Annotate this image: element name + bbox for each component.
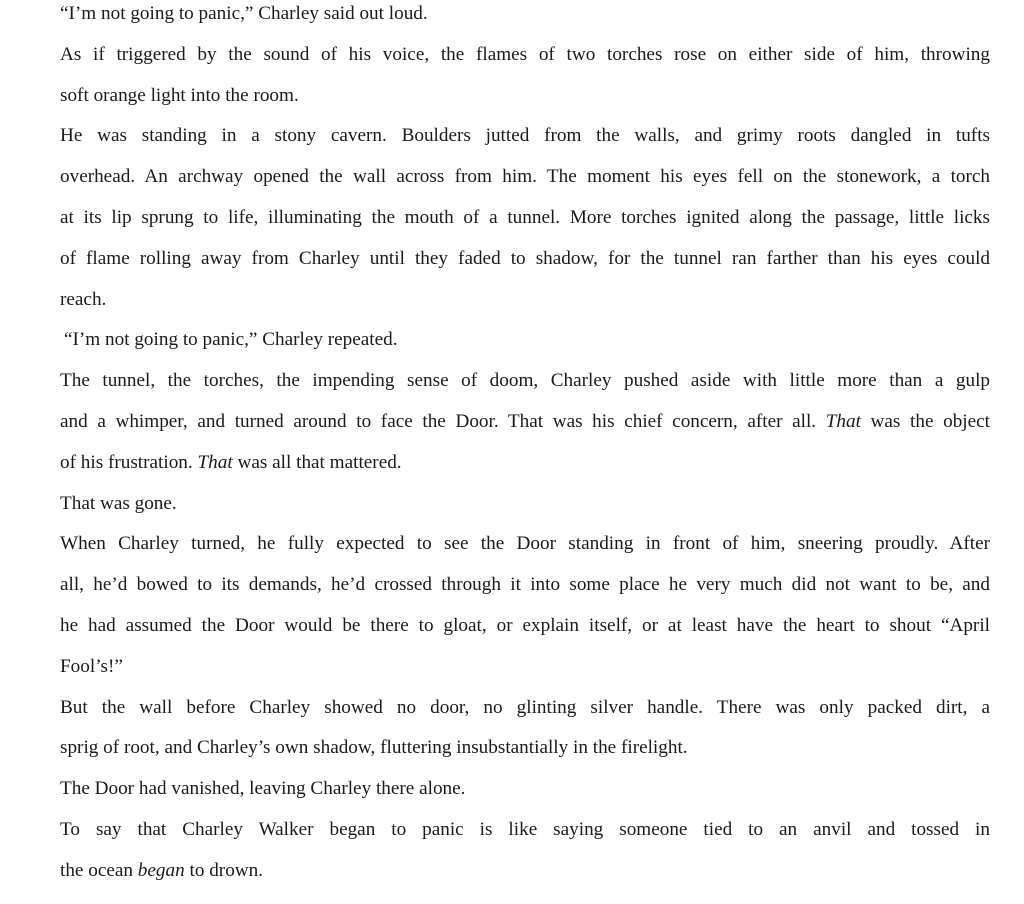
text-line: at its lip sprung to life, illuminating the mouth of a tunnel. More torches ignited along the passage, little licks — [60, 206, 990, 228]
text-line: He was standing in a stony cavern. Boulders jutted from the walls, and grimy roots dangled in tufts — [60, 125, 990, 147]
text-line: To say that Charley Walker began to panic is like saying someone tied to an anvil and tossed in — [60, 818, 990, 840]
paragraph — [22, 688, 990, 770]
text-run: was all that mattered. — [232, 451, 402, 473]
text-line: The Door had vanished, leaving Charley there alone. — [60, 778, 466, 800]
text-line: “I’m not going to panic,” Charley repeated. — [64, 329, 398, 351]
text-run: was the object — [860, 410, 990, 432]
emphasis-text: began — [137, 859, 185, 881]
text-line: sprig of root, and Charley’s own shadow, fluttering insubstantially in the firelight. — [60, 737, 688, 759]
text-line: of flame rolling away from Charley until they faded to shadow, for the tunnel ran farther than his eyes could — [60, 247, 990, 269]
emphasis-text: That — [825, 410, 861, 432]
text-run: the ocean — [60, 859, 138, 881]
paragraph — [22, 320, 990, 361]
paragraph — [22, 484, 990, 525]
paragraph — [22, 769, 990, 810]
text-line: he had assumed the Door would be there to gloat, or explain itself, or at least have the heart to shout “April — [60, 614, 990, 636]
document-page — [22, 0, 990, 892]
text-line: But the wall before Charley showed no door, no glinting silver handle. There was only packed dirt, a — [60, 696, 990, 718]
text-line: “I’m not going to panic,” Charley said out loud. — [60, 3, 428, 24]
text-line — [22, 402, 990, 443]
text-line: reach. — [60, 288, 107, 310]
paragraph — [22, 0, 990, 35]
paragraph — [22, 524, 990, 687]
text-run: and a whimper, and turned around to face the Door. That was his chief concern, after all. — [60, 410, 826, 432]
text-run: to drown. — [184, 859, 264, 881]
text-line: Fool’s!” — [60, 655, 123, 677]
text-line: The tunnel, the torches, the impending sense of doom, Charley pushed aside with little more than a gulp — [60, 370, 990, 392]
text-line: As if triggered by the sound of his voice, the flames of two torches rose on either side of him, throwing — [60, 43, 990, 65]
paragraph — [22, 35, 990, 117]
text-line: soft orange light into the room. — [60, 84, 299, 106]
text-line — [22, 851, 990, 892]
text-line — [22, 443, 990, 484]
text-line: When Charley turned, he fully expected to see the Door standing in front of him, sneering proudly. After — [60, 533, 990, 555]
emphasis-text: That — [197, 451, 233, 473]
paragraph — [22, 361, 990, 483]
text-line: overhead. An archway opened the wall across from him. The moment his eyes fell on the stonework, a torch — [60, 166, 990, 188]
paragraph — [22, 116, 990, 320]
paragraph — [22, 810, 990, 892]
text-run: of his frustration. — [60, 451, 198, 473]
text-line: all, he’d bowed to its demands, he’d crossed through it into some place he very much did not want to be, and — [60, 574, 990, 596]
text-line: That was gone. — [60, 492, 177, 514]
